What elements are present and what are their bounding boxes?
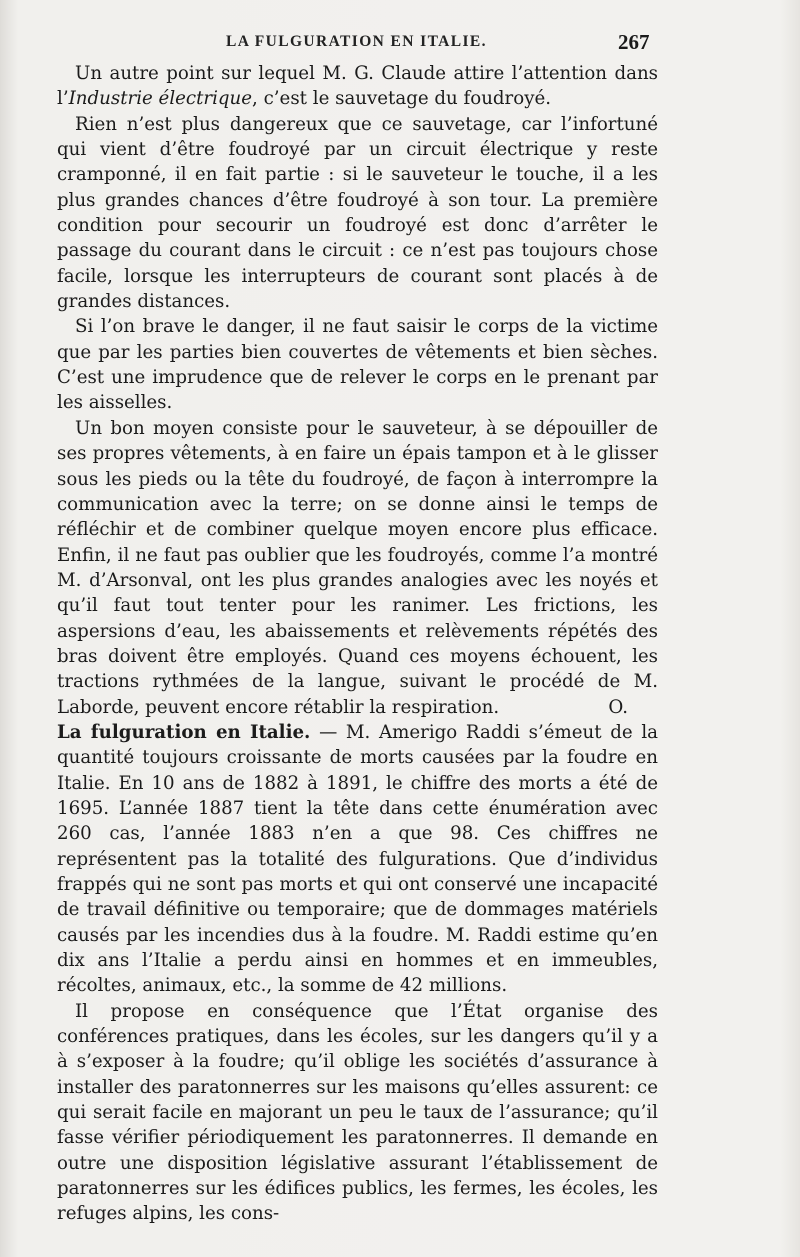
paragraph-5 <box>57 720 658 999</box>
paragraph-5-text: — M. Amerigo Raddi s’émeut de la quantité toujours croissante de morts causées par la foudre en Italie. En 10 ans de 1882 à 1891, le chiffre des morts a été de 1695. L’année 1887 tient la tête dans cette énumération avec 260 cas, l’année 1883 n’en a que 98. Ces chiffres ne représentent pas la totalité des fulgurations. Que d’individus frappés qui ne sont pas morts et qui ont conservé une incapacité de travail définitive ou temporaire; que de dommages matériels causés par les incendies dus à la foudre. M. Raddi estime qu’en dix ans l’Italie a perdu ainsi en hommes et en immeubles, récoltes, animaux, etc., la somme de 42 millions. <box>57 721 658 997</box>
paragraph-2: Rien n’est plus dangereux que ce sauvetage, car l’infortuné qui vient d’être foudroyé par un circuit électrique y reste cramponné, il en fait partie : si le sauveteur le touche, il a les plus grandes chances d’être foudroyé à son tour. La première condition pour secourir un foudroyé est donc d’arrêter le passage du courant dans le circuit : ce n’est pas toujours chose facile, lorsque les interrupteurs de courant sont placés à de grandes distances. <box>57 113 658 313</box>
page-number: 267 <box>618 30 650 54</box>
paragraph-1-text-start: Un autre point sur lequel M. G. Claude attire l’attention dans l’ <box>57 63 658 110</box>
paragraph-4 <box>57 416 658 720</box>
paragraph-3: Si l’on brave le danger, il ne faut saisir le corps de la victime que par les parties bien couvertes de vêtements et bien sèches. C’est une imprudence que de relever le corps en le prenant par les aisselles. <box>57 316 658 414</box>
page-header <box>0 30 800 56</box>
journal-title: Industrie électrique <box>68 88 253 110</box>
running-title: LA FULGURATION EN ITALIE. <box>226 33 487 50</box>
paragraph-1-text-end: , c’est le sauvetage du foudroyé. <box>252 88 552 110</box>
article-body <box>57 61 658 1227</box>
author-signature: O. <box>608 696 628 718</box>
paragraph-4-text: Un bon moyen consiste pour le sauveteur, à se dépouiller de ses propres vêtements, à en faire un épais tampon et à le glisser sous les pieds ou la tête du foudroyé, de façon à interrompre la communication avec la terre; on se donne ainsi le temps de réfléchir et de combiner quelque moyen encore plus efficace. Enfin, il ne faut pas oublier que les foudroyés, comme l’a montré M. d’Arsonval, ont les plus grandes analogies avec les noyés et qu’il faut tout tenter pour les ranimer. Les frictions, les aspersions d’eau, les abaissements et relèvements répétés des bras doivent être employés. Quand ces moyens échouent, les tractions rythmées de la langue, suivant le procédé de M. Laborde, peuvent encore rétablir la respiration. <box>57 417 658 718</box>
paragraph-6: Il propose en conséquence que l’État organise des conférences pratiques, dans les écoles, sur les dangers qu’il y a à s’exposer à la foudre; qu’il oblige les sociétés d’assurance à installer des paratonnerres sur les maisons qu’elles assurent: ce qui serait facile en majorant un peu le taux de l’assurance; qu’il fasse vérifier périodiquement les paratonnerres. Il demande en outre une disposition législative assurant l’établissement de paratonnerres sur les édifices publics, les fermes, les écoles, les refuges alpins, les cons- <box>57 1000 658 1225</box>
paragraph-1 <box>57 61 658 112</box>
section-title: La fulguration en Italie. <box>57 721 311 743</box>
